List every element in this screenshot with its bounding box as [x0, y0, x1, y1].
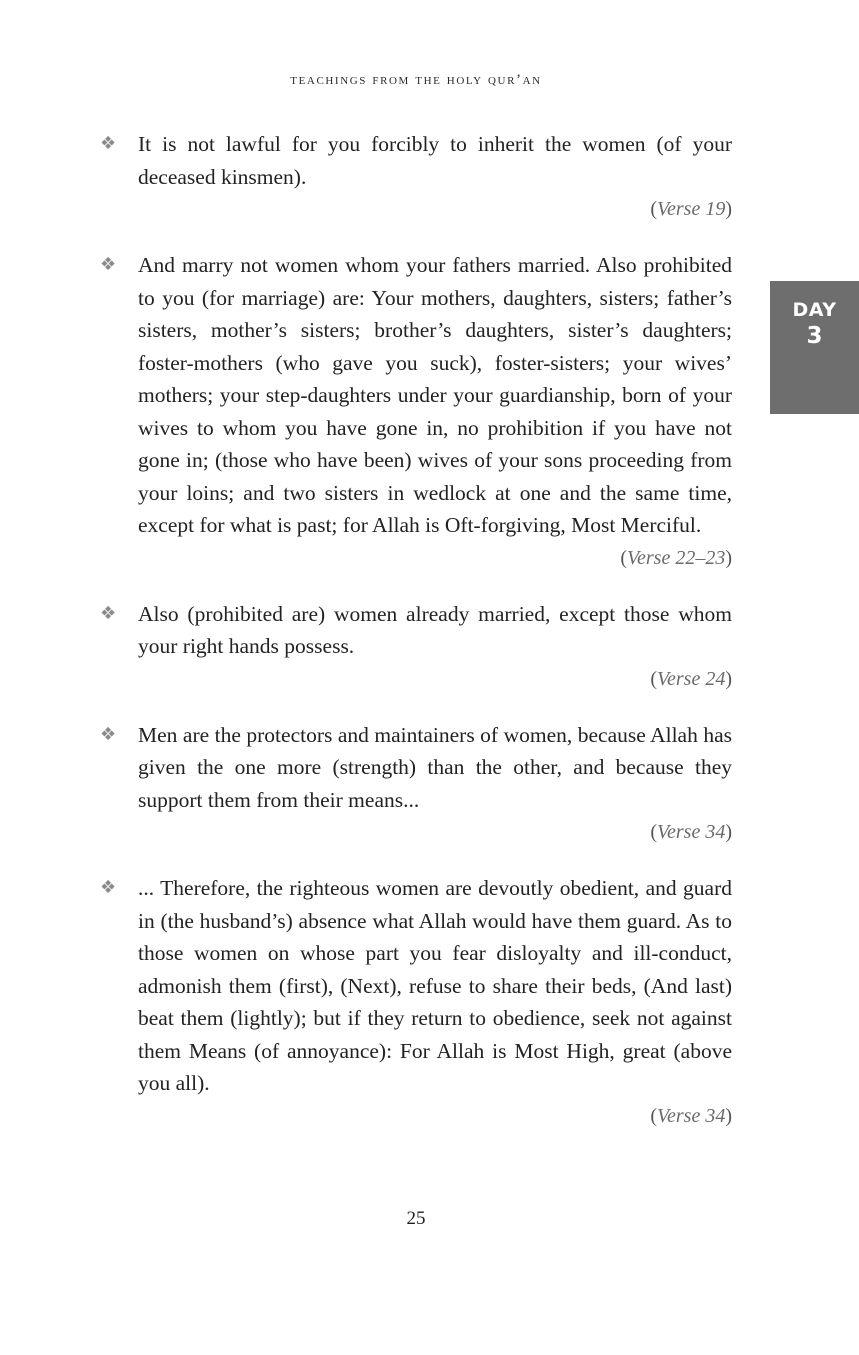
day-tab-label: DAY [792, 299, 837, 321]
verse-reference-label: Verse 19 [657, 198, 726, 220]
verse-text: It is not lawful for you forcibly to inherit the women (of your deceased kinsmen). [138, 132, 732, 189]
running-head-title: teachings from the holy qur’an [290, 72, 542, 88]
verse-reference-label: Verse 34 [657, 821, 726, 843]
verse-text: Also (prohibited are) women already married, except those whom your right hands possess. [138, 601, 732, 658]
verse-entry [100, 872, 732, 1130]
page-number: 25 [406, 1208, 426, 1229]
verse-reference-label: Verse 34 [657, 1104, 726, 1127]
verse-reference: (Verse 19) [650, 198, 732, 220]
verse-text: And marry not women whom your fathers married. Also prohibited to you (for marriage) are: Your mothers, daughters, sisters; father’s sisters, mother’s sisters; brother’s daughters, sister’s daughters; foster-mothers (who gave you suck), foster-sisters; your wives’ mothers; your step-daughters under your guardianship, born of your wives to whom you have gone in, no prohibition if you have not gone in; (those who have been) wives of your sons proceeding from your loins; and two sisters in wedlock at one and the same time, except for what is past; for Allah is Oft-forgiving, Most Merciful. [138, 253, 732, 537]
verse-entry [100, 598, 732, 693]
four-diamond-bullet-icon: ❖ [100, 877, 117, 898]
verse-list [100, 128, 732, 1130]
verse-text: Men are the protectors and maintainers of women, because Allah has given the one more (strength) than the other, and because they support them from their means... [138, 722, 732, 812]
verse-entry [100, 128, 732, 223]
verse-entry [100, 719, 732, 847]
verse-reference: (Verse 24) [650, 667, 732, 690]
four-diamond-bullet-icon: ❖ [100, 254, 117, 275]
verse-text: ... Therefore, the righteous women are devoutly obedient, and guard in (the husband’s) absence what Allah would have them guard. As to those women on whose part you fear disloyalty and ill-conduct, admonish them (first), (Next), refuse to share their beds, (And last) beat them (lightly); but if they return to obedience, seek not against them Means (of annoyance): For Allah is Most High, great (above you all). [138, 876, 732, 1095]
four-diamond-bullet-icon: ❖ [100, 133, 117, 154]
verse-reference: (Verse 34) [650, 1104, 732, 1127]
four-diamond-bullet-icon: ❖ [100, 602, 117, 624]
verse-reference: (Verse 34) [650, 821, 732, 843]
verse-reference-label: Verse 22–23 [627, 546, 726, 569]
verse-reference-label: Verse 24 [657, 667, 726, 690]
four-diamond-bullet-icon: ❖ [100, 723, 117, 745]
verse-entry [100, 249, 732, 572]
verse-reference: (Verse 22–23) [620, 546, 732, 569]
day-tab-number: 3 [806, 323, 823, 349]
day-tab [770, 281, 859, 414]
